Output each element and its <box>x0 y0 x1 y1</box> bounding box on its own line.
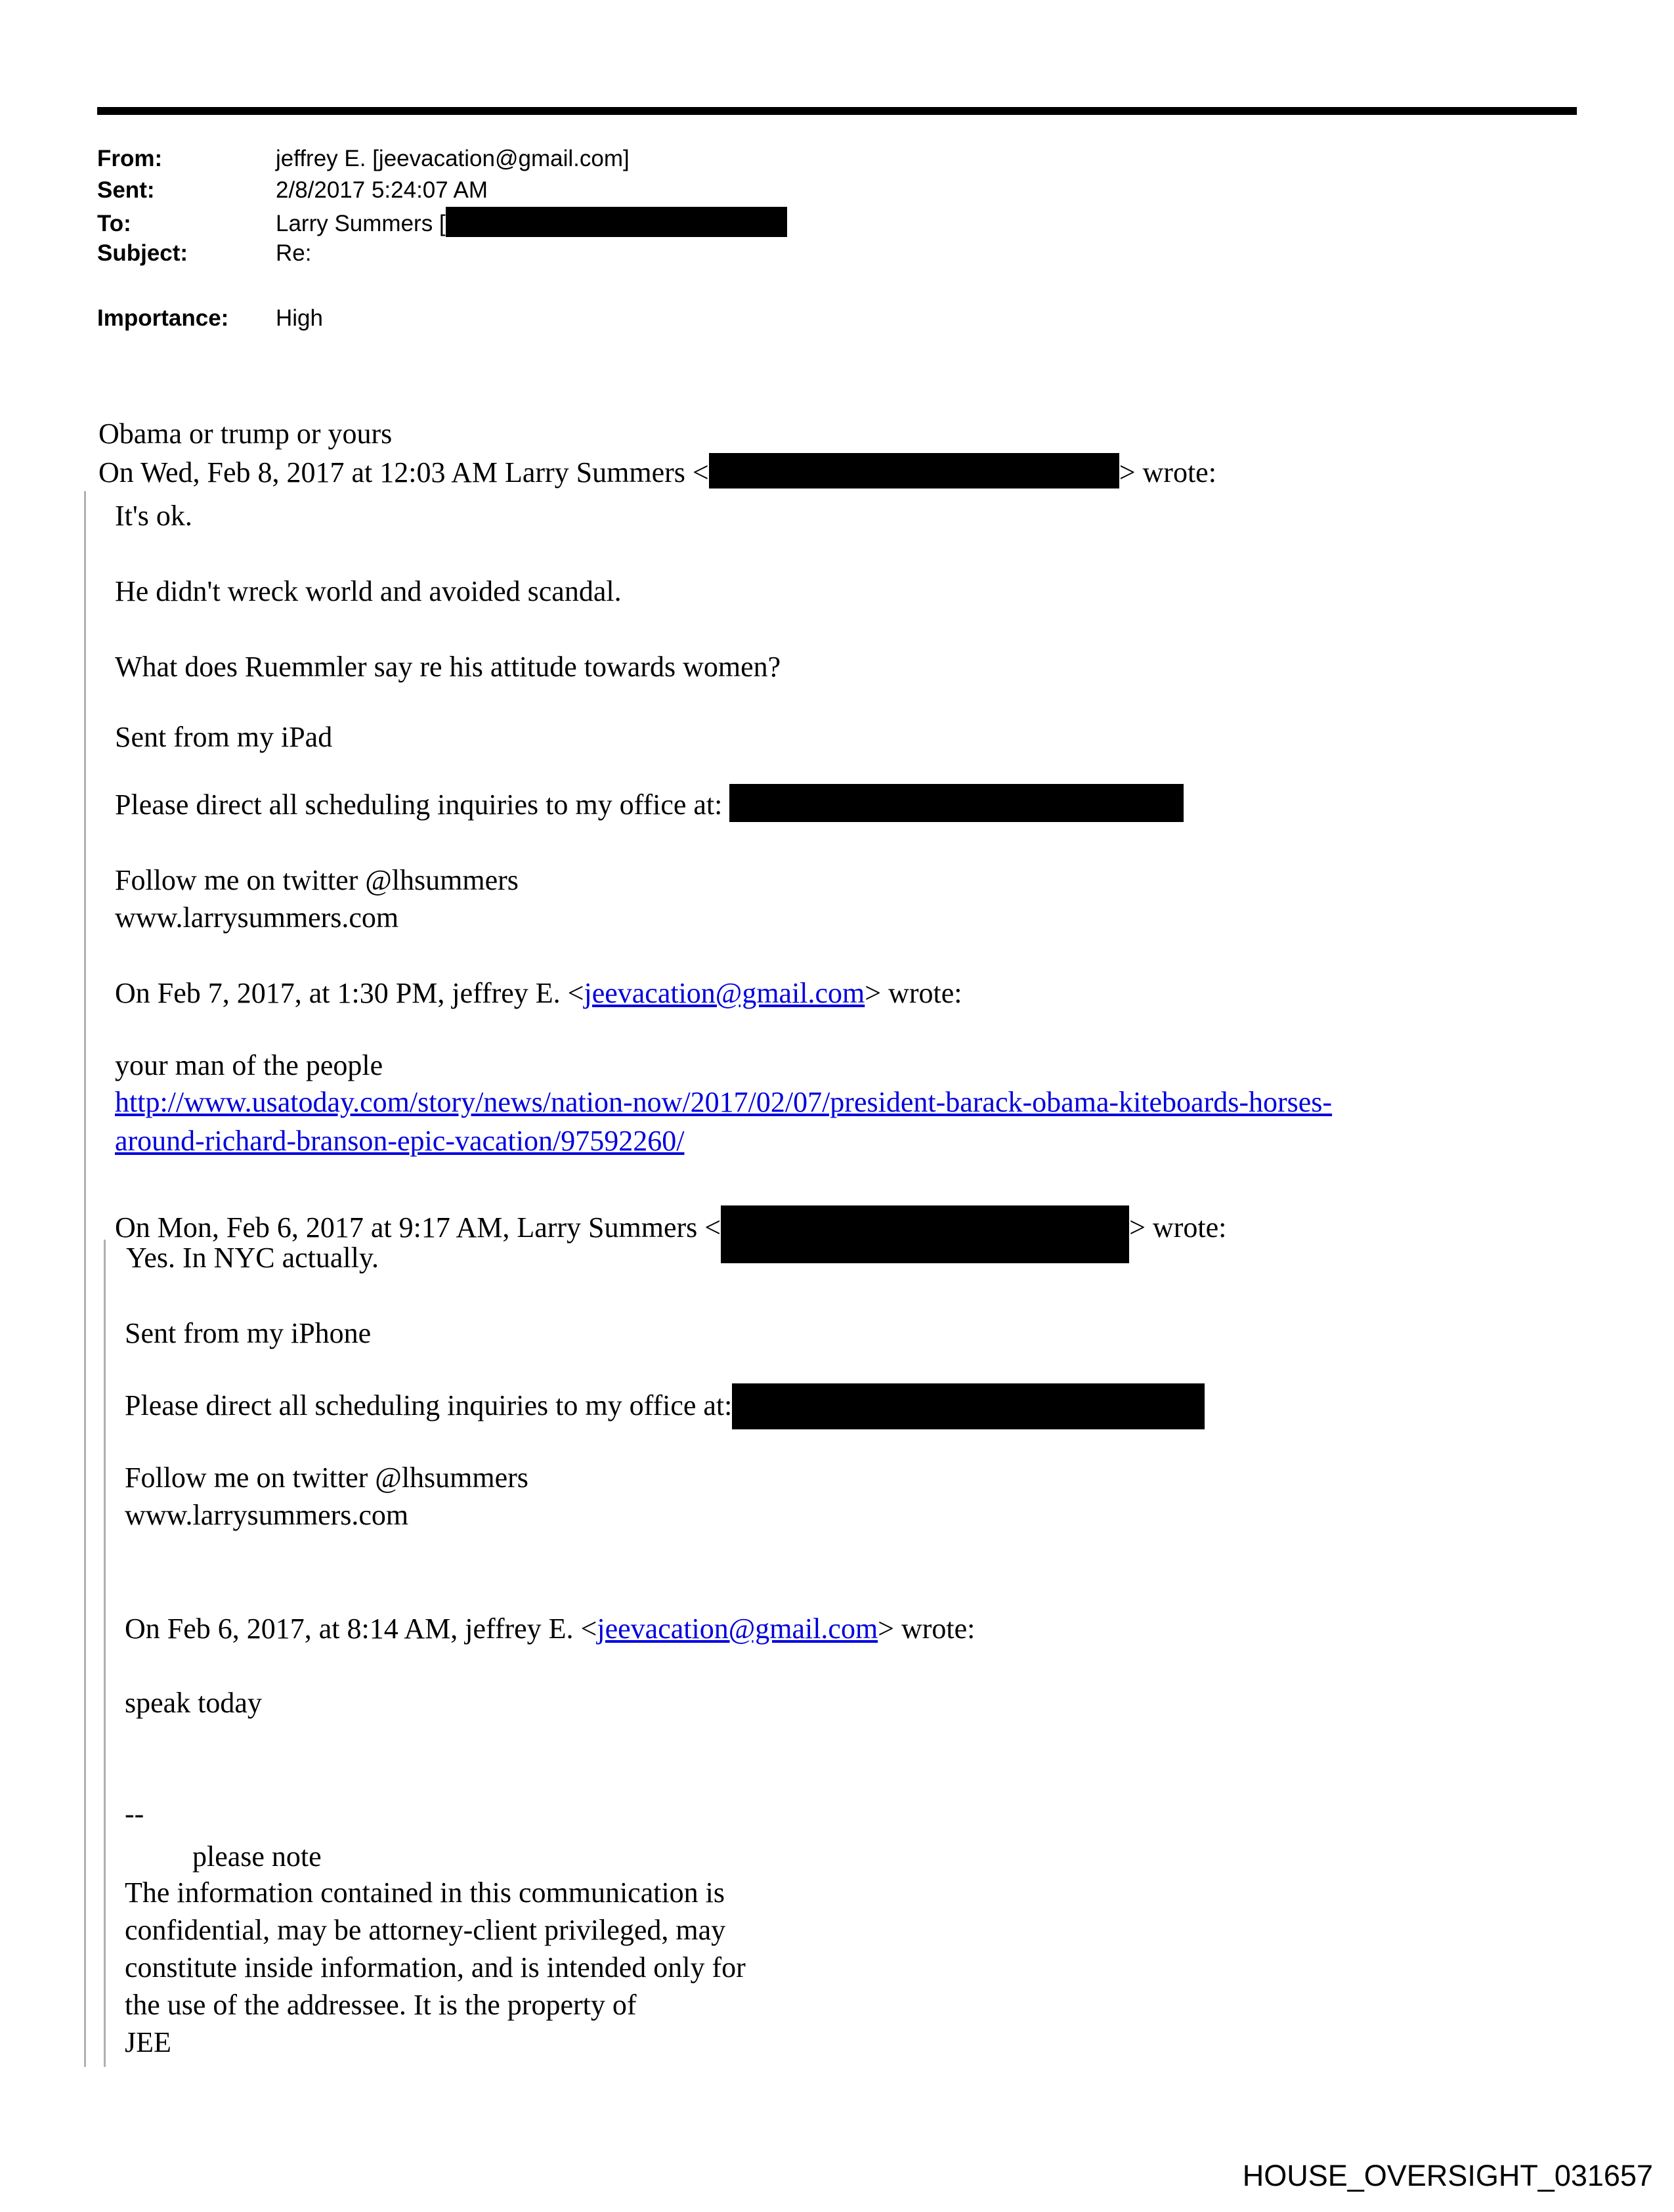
line-its-ok <box>115 497 192 534</box>
text-segment: speak today <box>125 1687 262 1719</box>
text-segment: It's ok. <box>115 500 192 532</box>
header-value-from: jeffrey E. [jeevacation@gmail.com] <box>276 146 630 171</box>
line-sig-dashes <box>125 1795 144 1832</box>
text-segment: On Feb 6, 2017, at 8:14 AM, jeffrey E. < <box>125 1613 597 1645</box>
header-label-from: From: <box>97 146 163 171</box>
header-row-importance <box>97 303 323 334</box>
text-segment: Please direct all scheduling inquiries to my office at: <box>115 789 730 821</box>
text-segment: Follow me on twitter @lhsummers <box>115 864 519 896</box>
text-segment: Please direct all scheduling inquiries to my office at: <box>125 1389 733 1421</box>
line-disclaimer-4 <box>125 1986 637 2024</box>
email-link[interactable]: http://www.usatoday.com/story/news/nation-now/2017/02/07/president-barack-obama-kiteboards-horses- <box>115 1086 1333 1118</box>
text-segment: confidential, may be attorney-client privileged, may <box>125 1914 726 1946</box>
redaction-bar <box>709 453 1119 488</box>
line-scheduling-1 <box>115 784 1184 823</box>
text-segment: www.larrysummers.com <box>115 901 399 934</box>
text-segment: -- <box>125 1798 144 1830</box>
text-segment: the use of the addressee. It is the property of <box>125 1989 637 2021</box>
line-obama-or-trump <box>98 415 392 452</box>
line-ruemmler-question <box>115 648 781 685</box>
header-value-to: Larry Summers [ <box>276 211 446 236</box>
line-he-didnt-wreck <box>115 573 622 610</box>
line-disclaimer-2 <box>125 1911 725 1949</box>
line-on-feb6-quote-intro <box>125 1610 975 1647</box>
header-value-subject: Re: <box>276 240 312 266</box>
bates-number: HOUSE_OVERSIGHT_031657 <box>1242 2159 1653 2192</box>
line-scheduling-2 <box>125 1383 1205 1429</box>
header-label-to: To: <box>97 211 131 236</box>
text-segment: On Wed, Feb 8, 2017 at 12:03 AM Larry Summers < <box>98 456 709 488</box>
text-segment: constitute inside information, and is intended only for <box>125 1951 746 1984</box>
email-link[interactable]: around-richard-branson-epic-vacation/97592260/ <box>115 1125 685 1157</box>
text-segment: > wrote: <box>878 1613 976 1645</box>
line-please-note <box>192 1838 322 1875</box>
redaction-bar <box>446 207 787 237</box>
text-segment: The information contained in this communication is <box>125 1876 725 1909</box>
text-segment: www.larrysummers.com <box>125 1499 409 1531</box>
text-segment: Sent from my iPad <box>115 721 333 753</box>
header-row-sent <box>97 175 488 206</box>
text-segment: Sent from my iPhone <box>125 1317 372 1349</box>
text-segment: Yes. In NYC actually. <box>126 1242 379 1274</box>
text-segment: > wrote: <box>1119 456 1216 488</box>
header-divider-rule <box>97 107 1577 115</box>
text-segment: On Mon, Feb 6, 2017 at 9:17 AM, Larry Summers < <box>115 1211 721 1244</box>
header-label-importance: Importance: <box>97 305 229 331</box>
text-segment: > wrote: <box>1129 1211 1227 1244</box>
text-segment: your man of the people <box>115 1049 383 1081</box>
line-your-man <box>115 1047 383 1084</box>
line-disclaimer-3 <box>125 1949 746 1986</box>
line-twitter-1 <box>115 861 519 899</box>
text-segment: > wrote: <box>865 977 962 1009</box>
text-segment: What does Ruemmler say re his attitude towards women? <box>115 651 781 683</box>
text-segment: He didn't wreck world and avoided scandal. <box>115 575 622 607</box>
quote-line-level-1 <box>84 491 86 2067</box>
redaction-bar <box>729 784 1184 822</box>
redaction-bar <box>721 1205 1129 1263</box>
line-disclaimer-1 <box>125 1874 725 1911</box>
text-segment: please note <box>192 1840 322 1873</box>
line-speak-today <box>125 1684 262 1722</box>
header-row-subject <box>97 238 311 269</box>
header-row-from <box>97 144 630 174</box>
text-segment: On Feb 7, 2017, at 1:30 PM, jeffrey E. < <box>115 977 584 1009</box>
line-website-2 <box>125 1496 408 1534</box>
text-segment: Obama or trump or yours <box>98 418 393 450</box>
line-twitter-2 <box>125 1459 528 1496</box>
header-row-to <box>97 207 787 239</box>
line-disclaimer-5 <box>125 2024 171 2061</box>
line-on-wed-quote-intro <box>98 453 1216 491</box>
header-value-importance: High <box>276 305 323 331</box>
line-on-feb7-quote-intro <box>115 974 962 1012</box>
header-value-sent: 2/8/2017 5:24:07 AM <box>276 177 488 203</box>
email-link[interactable]: jeevacation@gmail.com <box>584 977 865 1009</box>
line-usatoday-url-1 <box>115 1083 1332 1121</box>
header-label-sent: Sent: <box>97 177 155 203</box>
line-usatoday-url-2 <box>115 1122 684 1160</box>
line-sent-from-ipad <box>115 718 332 756</box>
text-segment: JEE <box>125 2026 171 2058</box>
line-website-1 <box>115 899 398 936</box>
redaction-bar <box>732 1383 1205 1429</box>
line-sent-from-iphone <box>125 1314 371 1352</box>
line-yes-nyc <box>126 1239 379 1276</box>
header-label-subject: Subject: <box>97 240 188 266</box>
email-link[interactable]: jeevacation@gmail.com <box>597 1613 878 1645</box>
text-segment: Follow me on twitter @lhsummers <box>125 1462 528 1494</box>
quote-line-level-2 <box>104 1240 106 2067</box>
